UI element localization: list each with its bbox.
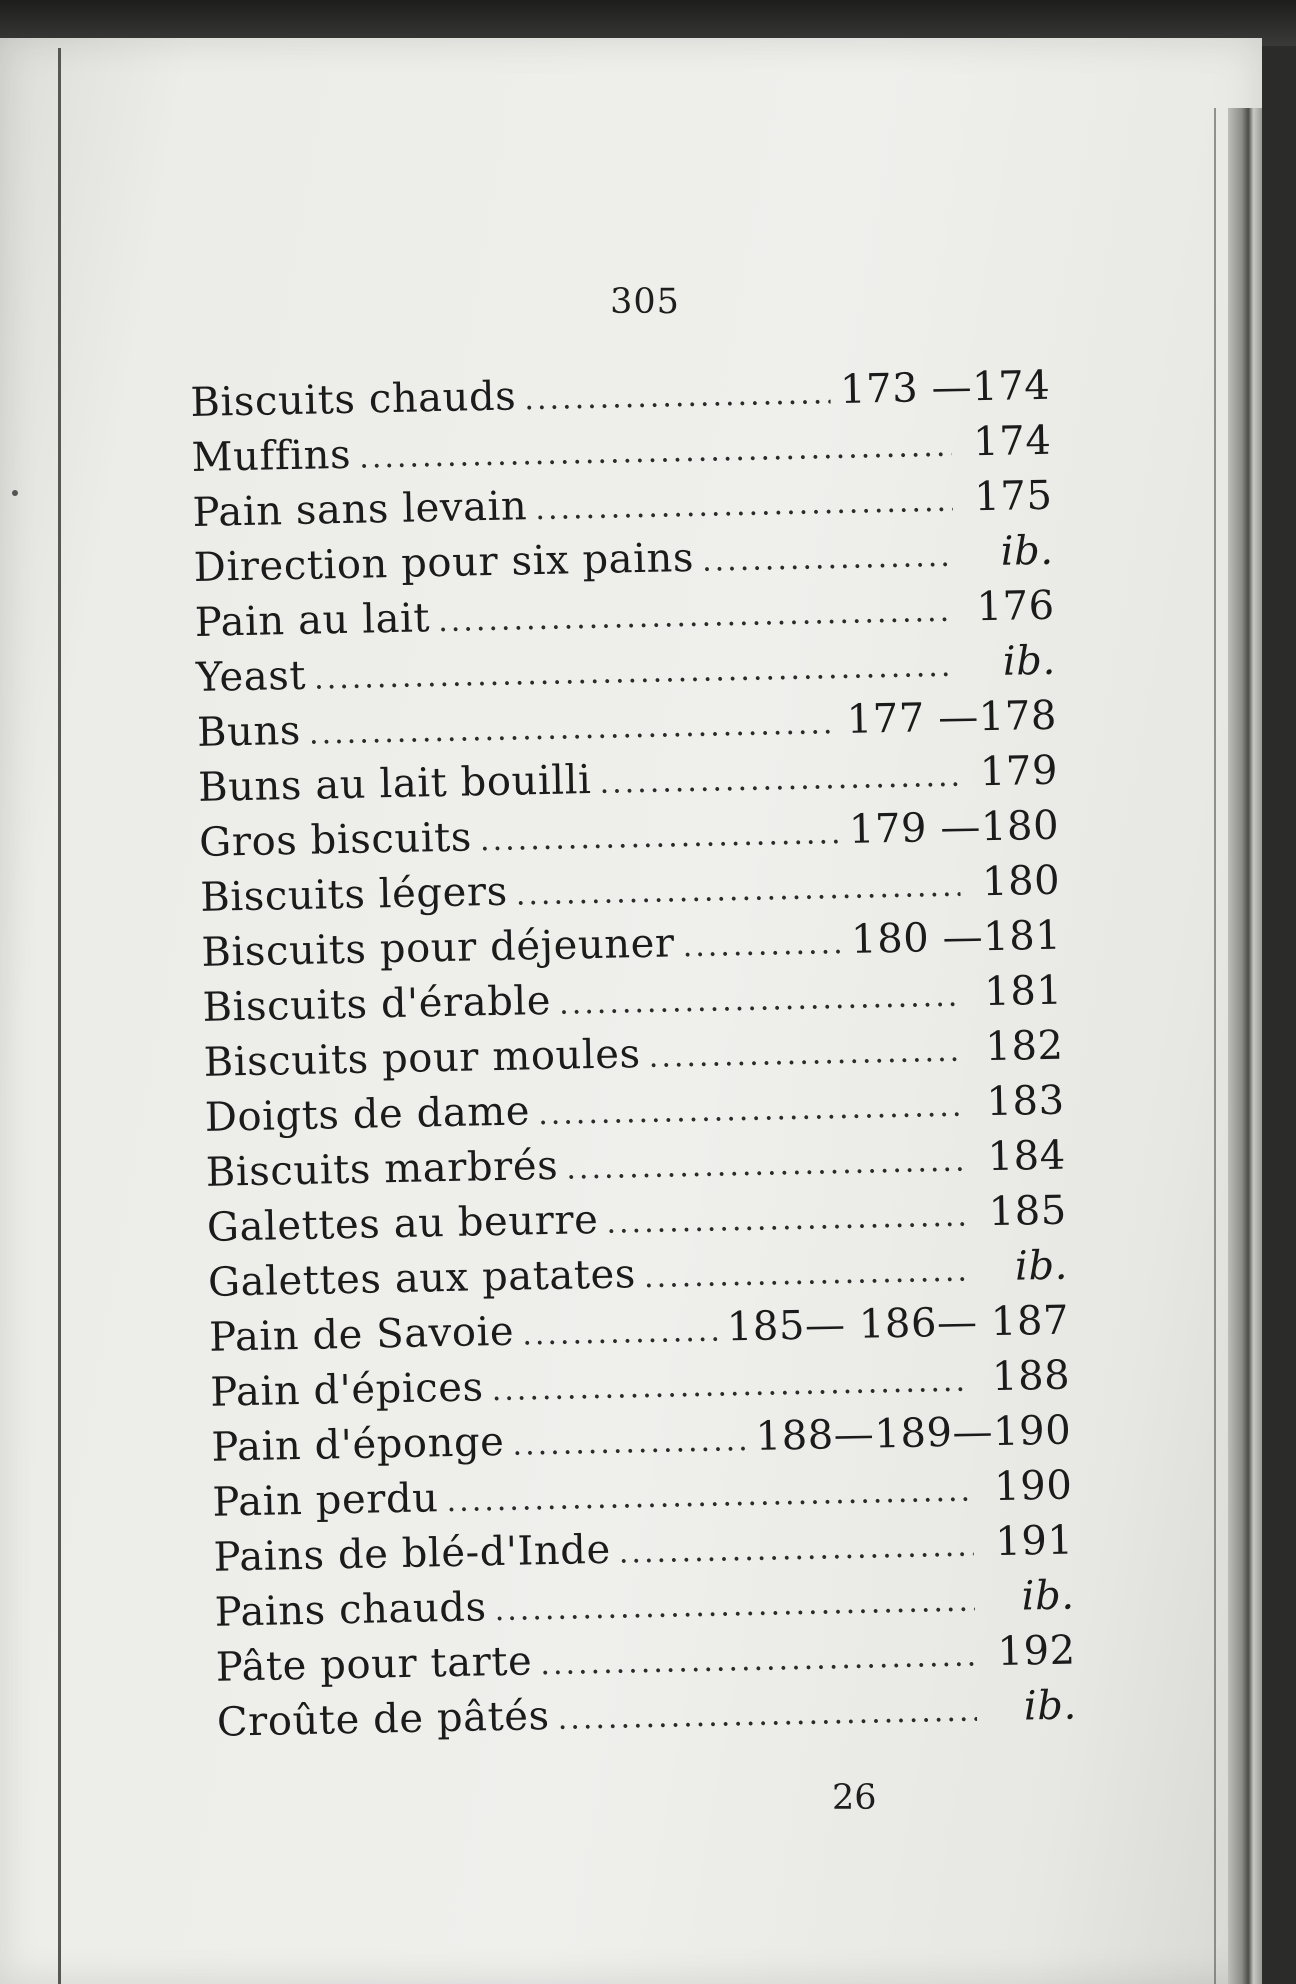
dot-leader bbox=[359, 429, 952, 476]
entry-label: Pain de Savoie bbox=[208, 1308, 515, 1361]
entry-page-reference: 180 —181 bbox=[850, 912, 1062, 963]
entry-page-reference: ib. bbox=[1014, 1242, 1069, 1290]
entry-page-reference: 176 bbox=[976, 582, 1056, 631]
entry-page-reference: ib. bbox=[1023, 1682, 1078, 1730]
entry-page-reference: 173 —174 bbox=[839, 362, 1051, 413]
entry-label: Direction pour six pains bbox=[193, 534, 695, 591]
dot-leader bbox=[682, 926, 841, 964]
entry-page-reference: 182 bbox=[984, 1022, 1064, 1071]
entry-label: Pains de blé-d'Inde bbox=[213, 1526, 612, 1581]
entry-page-reference: 175 bbox=[973, 472, 1053, 521]
dot-leader bbox=[559, 979, 963, 1022]
entry-label: Biscuits légers bbox=[199, 868, 509, 921]
entry-page-reference: 191 bbox=[994, 1517, 1074, 1566]
entry-page-reference: 192 bbox=[997, 1627, 1077, 1676]
dot-leader bbox=[314, 649, 957, 697]
entry-page-reference: 181 bbox=[983, 967, 1063, 1016]
dot-leader bbox=[524, 376, 831, 417]
dot-leader bbox=[494, 1584, 975, 1629]
entry-page-reference: 188—189—190 bbox=[755, 1407, 1072, 1460]
entry-label: Doigts de dame bbox=[204, 1088, 531, 1141]
dot-leader bbox=[446, 1474, 973, 1520]
entry-label: Galettes aux patates bbox=[207, 1251, 637, 1306]
dot-leader bbox=[535, 484, 953, 527]
signature-mark: 26 bbox=[832, 1778, 877, 1818]
entry-page-reference: 174 bbox=[972, 417, 1052, 466]
entry-label: Yeast bbox=[195, 652, 307, 701]
entry-label: Pain au lait bbox=[194, 595, 431, 646]
entry-label: Biscuits pour moules bbox=[203, 1031, 642, 1086]
entry-label: Pain d'éponge bbox=[210, 1418, 505, 1471]
entry-label: Pains chauds bbox=[214, 1584, 488, 1636]
entry-page-reference: 183 bbox=[986, 1077, 1066, 1126]
entry-label: Buns au lait bouilli bbox=[197, 757, 592, 811]
entry-label: Biscuits chauds bbox=[190, 373, 517, 426]
entry-label: Biscuits pour déjeuner bbox=[201, 920, 676, 976]
dot-leader bbox=[557, 1693, 977, 1736]
entry-page-reference: 177 —178 bbox=[846, 692, 1058, 743]
dot-leader bbox=[512, 1423, 746, 1463]
entry-label: Pain perdu bbox=[212, 1475, 439, 1526]
entry-label: Galettes au beurre bbox=[206, 1196, 599, 1251]
page-number: 305 bbox=[610, 282, 680, 322]
dot-leader bbox=[702, 539, 954, 579]
entry-page-reference: 190 bbox=[993, 1462, 1073, 1511]
entry-page-reference: ib. bbox=[1021, 1572, 1076, 1620]
entry-page-reference: 179 bbox=[979, 747, 1059, 796]
index-entries bbox=[190, 363, 1077, 1755]
entry-label: Pain d'épices bbox=[209, 1364, 485, 1416]
dot-leader bbox=[480, 816, 840, 858]
dot-leader bbox=[309, 706, 838, 752]
dot-leader bbox=[618, 1529, 973, 1571]
dot-leader bbox=[644, 1254, 969, 1295]
entry-page-reference: 179 —180 bbox=[848, 802, 1060, 853]
entry-label: Biscuits marbrés bbox=[205, 1142, 559, 1196]
entry-label: Pâte pour tarte bbox=[215, 1638, 533, 1691]
dot-leader bbox=[648, 1034, 964, 1075]
entry-label: Buns bbox=[196, 707, 302, 756]
entry-label: Pain sans levain bbox=[192, 483, 528, 536]
dot-leader bbox=[599, 759, 958, 801]
dot-leader bbox=[491, 1364, 970, 1409]
entry-label: Muffins bbox=[191, 431, 352, 481]
ink-speck bbox=[12, 490, 18, 496]
entry-label: Biscuits d'érable bbox=[202, 977, 552, 1031]
entry-label: Gros biscuits bbox=[198, 814, 473, 866]
entry-page-reference: ib. bbox=[1002, 637, 1057, 685]
entry-page-reference: 184 bbox=[987, 1132, 1067, 1181]
dot-leader bbox=[438, 594, 955, 639]
entry-page-reference: ib. bbox=[1000, 527, 1055, 575]
entry-page-reference: 185— 186— 187 bbox=[726, 1297, 1070, 1351]
page-right-line bbox=[1214, 108, 1216, 1984]
dot-leader bbox=[522, 1314, 717, 1353]
book-page bbox=[0, 38, 1262, 1984]
dot-leader bbox=[540, 1638, 976, 1682]
entry-page-reference: 185 bbox=[988, 1187, 1068, 1236]
page-left-rule bbox=[58, 48, 61, 1984]
dot-leader bbox=[566, 1144, 966, 1187]
dot-leader bbox=[538, 1089, 965, 1133]
entry-page-reference: 188 bbox=[991, 1352, 1071, 1401]
dot-leader bbox=[606, 1199, 967, 1241]
entry-page-reference: 180 bbox=[981, 857, 1061, 906]
dot-leader bbox=[515, 869, 960, 913]
entry-label: Croûte de pâtés bbox=[216, 1693, 551, 1746]
page-right-edge bbox=[1228, 108, 1262, 1984]
